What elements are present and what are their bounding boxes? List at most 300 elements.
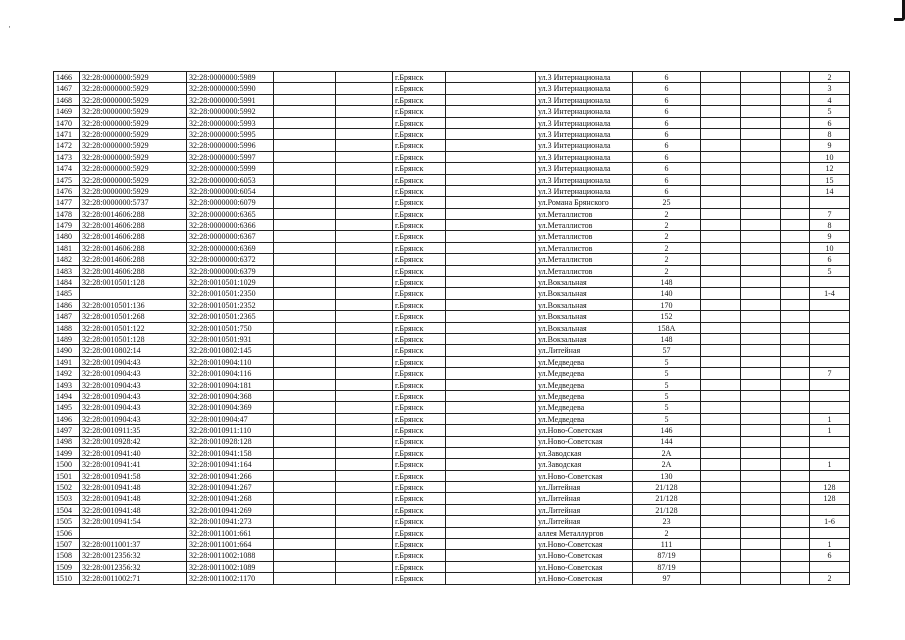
cell-col-12 (781, 379, 810, 390)
cell-col-11 (741, 470, 781, 481)
cell-street: ул.3 Интернационала (536, 106, 633, 117)
table-row (54, 493, 850, 504)
cell-house-number: 2 (633, 265, 701, 276)
cell-object-cadastral-number: 32:28:0010904:368 (187, 390, 274, 401)
cell-col-11 (741, 527, 781, 538)
cell-col-10 (701, 573, 741, 584)
cell-parcel-cadastral-number: 32:28:0014606:288 (80, 254, 187, 265)
cell-apartment-number: 7 (810, 368, 850, 379)
cell-col-4 (274, 83, 336, 94)
cell-col-5 (336, 561, 393, 572)
cell-object-cadastral-number: 32:28:0010928:128 (187, 436, 274, 447)
cell-street: ул.Ново-Советская (536, 550, 633, 561)
cell-house-number: 6 (633, 83, 701, 94)
cell-col-5 (336, 140, 393, 151)
cell-col-12 (781, 356, 810, 367)
cell-col-5 (336, 277, 393, 288)
table-row (54, 402, 850, 413)
cell-street: ул.Ново-Советская (536, 425, 633, 436)
cell-house-number: 21/128 (633, 482, 701, 493)
cell-col-5 (336, 390, 393, 401)
cell-row-number: 1467 (54, 83, 80, 94)
table-row (54, 368, 850, 379)
cell-col-10 (701, 288, 741, 299)
cell-col-10 (701, 220, 741, 231)
cell-col-5 (336, 356, 393, 367)
table-row (54, 436, 850, 447)
table-row (54, 83, 850, 94)
table-row (54, 163, 850, 174)
cell-col-7 (446, 447, 536, 458)
cell-house-number: 57 (633, 345, 701, 356)
cell-street: ул.Литейная (536, 504, 633, 515)
cell-object-cadastral-number: 32:28:0010501:2350 (187, 288, 274, 299)
cell-street: ул.Вокзальная (536, 322, 633, 333)
table-row (54, 356, 850, 367)
cell-object-cadastral-number: 32:28:0010941:267 (187, 482, 274, 493)
cell-row-number: 1470 (54, 117, 80, 128)
cell-col-7 (446, 242, 536, 253)
cell-col-7 (446, 197, 536, 208)
cell-col-4 (274, 299, 336, 310)
cell-row-number: 1502 (54, 482, 80, 493)
cell-col-11 (741, 390, 781, 401)
cell-col-10 (701, 493, 741, 504)
cell-object-cadastral-number: 32:28:0000000:5990 (187, 83, 274, 94)
cell-col-12 (781, 527, 810, 538)
cell-apartment-number (810, 333, 850, 344)
cell-house-number: 148 (633, 277, 701, 288)
cell-col-10 (701, 151, 741, 162)
cell-col-11 (741, 459, 781, 470)
cell-col-7 (446, 345, 536, 356)
cell-object-cadastral-number: 32:28:0010904:110 (187, 356, 274, 367)
cell-city: г.Брянск (393, 140, 446, 151)
cell-col-12 (781, 345, 810, 356)
cell-col-10 (701, 140, 741, 151)
cell-col-12 (781, 482, 810, 493)
scan-dot-mark: · (8, 22, 11, 32)
cell-col-11 (741, 185, 781, 196)
cell-col-10 (701, 174, 741, 185)
cell-col-4 (274, 185, 336, 196)
cell-col-5 (336, 493, 393, 504)
cell-col-10 (701, 72, 741, 83)
cell-col-10 (701, 379, 741, 390)
cell-city: г.Брянск (393, 72, 446, 83)
cell-col-11 (741, 504, 781, 515)
cell-col-12 (781, 447, 810, 458)
cell-col-5 (336, 242, 393, 253)
cell-object-cadastral-number: 32:28:0010802:145 (187, 345, 274, 356)
cell-row-number: 1499 (54, 447, 80, 458)
cell-col-10 (701, 390, 741, 401)
table-row (54, 425, 850, 436)
cell-col-5 (336, 470, 393, 481)
cell-city: г.Брянск (393, 277, 446, 288)
cell-col-10 (701, 208, 741, 219)
cell-parcel-cadastral-number: 32:28:0000000:5929 (80, 106, 187, 117)
cell-parcel-cadastral-number: 32:28:0010904:43 (80, 390, 187, 401)
cell-row-number: 1478 (54, 208, 80, 219)
cell-col-4 (274, 413, 336, 424)
cell-col-5 (336, 128, 393, 139)
cell-house-number: 2А (633, 447, 701, 458)
cell-street: ул.3 Интернационала (536, 72, 633, 83)
cell-col-11 (741, 106, 781, 117)
cell-object-cadastral-number: 32:28:0000000:6053 (187, 174, 274, 185)
cell-apartment-number (810, 277, 850, 288)
cell-col-11 (741, 550, 781, 561)
cell-parcel-cadastral-number: 32:28:0014606:288 (80, 265, 187, 276)
cell-apartment-number (810, 504, 850, 515)
cell-col-11 (741, 516, 781, 527)
table-row (54, 447, 850, 458)
cell-col-4 (274, 516, 336, 527)
cell-parcel-cadastral-number: 32:28:0010904:43 (80, 379, 187, 390)
cell-parcel-cadastral-number: 32:28:0014606:288 (80, 231, 187, 242)
cell-col-7 (446, 185, 536, 196)
cell-house-number: 144 (633, 436, 701, 447)
cell-street: ул.Ново-Советская (536, 470, 633, 481)
cell-col-7 (446, 573, 536, 584)
cell-parcel-cadastral-number: 32:28:0010501:268 (80, 311, 187, 322)
cell-col-7 (446, 128, 536, 139)
cell-col-5 (336, 527, 393, 538)
cell-col-10 (701, 231, 741, 242)
cell-row-number: 1485 (54, 288, 80, 299)
cell-house-number: 87/19 (633, 561, 701, 572)
cell-parcel-cadastral-number: 32:28:0010501:136 (80, 299, 187, 310)
cell-street: ул.Ново-Советская (536, 561, 633, 572)
cell-city: г.Брянск (393, 379, 446, 390)
cell-col-4 (274, 231, 336, 242)
cell-row-number: 1508 (54, 550, 80, 561)
cell-row-number: 1493 (54, 379, 80, 390)
cell-parcel-cadastral-number: 32:28:0000000:5929 (80, 185, 187, 196)
cell-apartment-number: 1-6 (810, 516, 850, 527)
cell-city: г.Брянск (393, 425, 446, 436)
cell-city: г.Брянск (393, 151, 446, 162)
cell-col-5 (336, 185, 393, 196)
cell-city: г.Брянск (393, 128, 446, 139)
cell-col-7 (446, 277, 536, 288)
cell-street: ул.Ново-Советская (536, 539, 633, 550)
table-row (54, 333, 850, 344)
cell-house-number: 6 (633, 140, 701, 151)
table-row (54, 539, 850, 550)
cell-row-number: 1489 (54, 333, 80, 344)
cell-col-4 (274, 561, 336, 572)
cell-row-number: 1496 (54, 413, 80, 424)
cell-apartment-number: 15 (810, 174, 850, 185)
cell-street: ул.Литейная (536, 493, 633, 504)
cell-col-10 (701, 185, 741, 196)
cell-col-10 (701, 402, 741, 413)
table-row (54, 573, 850, 584)
cell-col-12 (781, 140, 810, 151)
cell-object-cadastral-number: 32:28:0000000:6365 (187, 208, 274, 219)
table-row (54, 322, 850, 333)
cell-street: ул.Литейная (536, 516, 633, 527)
cell-street: ул.Медведева (536, 390, 633, 401)
cell-col-12 (781, 311, 810, 322)
cell-row-number: 1466 (54, 72, 80, 83)
cell-apartment-number: 2 (810, 573, 850, 584)
cell-apartment-number: 9 (810, 231, 850, 242)
cell-row-number: 1491 (54, 356, 80, 367)
cell-parcel-cadastral-number: 32:28:0012356:32 (80, 561, 187, 572)
cell-street: ул.Ново-Советская (536, 573, 633, 584)
cell-street: ул.Романа Брянского (536, 197, 633, 208)
cell-col-5 (336, 482, 393, 493)
cell-apartment-number: 6 (810, 550, 850, 561)
cell-apartment-number: 128 (810, 493, 850, 504)
cell-col-11 (741, 208, 781, 219)
cell-col-12 (781, 425, 810, 436)
cell-house-number: 111 (633, 539, 701, 550)
cell-row-number: 1492 (54, 368, 80, 379)
cell-street: ул.Заводская (536, 459, 633, 470)
cell-col-4 (274, 288, 336, 299)
cell-col-11 (741, 368, 781, 379)
cell-parcel-cadastral-number: 32:28:0010802:14 (80, 345, 187, 356)
cell-parcel-cadastral-number: 32:28:0014606:288 (80, 220, 187, 231)
cell-col-12 (781, 561, 810, 572)
cell-house-number: 2 (633, 242, 701, 253)
cell-parcel-cadastral-number: 32:28:0010904:43 (80, 368, 187, 379)
cell-apartment-number: 14 (810, 185, 850, 196)
cell-parcel-cadastral-number: 32:28:0014606:288 (80, 242, 187, 253)
cell-row-number: 1479 (54, 220, 80, 231)
cell-col-4 (274, 242, 336, 253)
cell-object-cadastral-number: 32:28:0000000:6054 (187, 185, 274, 196)
cell-parcel-cadastral-number: 32:28:0010941:48 (80, 504, 187, 515)
cell-house-number: 152 (633, 311, 701, 322)
cell-col-5 (336, 197, 393, 208)
cell-row-number: 1488 (54, 322, 80, 333)
cell-house-number: 6 (633, 106, 701, 117)
table-row (54, 561, 850, 572)
cell-col-5 (336, 72, 393, 83)
cell-col-7 (446, 539, 536, 550)
cell-col-4 (274, 390, 336, 401)
table-row (54, 117, 850, 128)
cell-row-number: 1471 (54, 128, 80, 139)
cell-house-number: 2А (633, 459, 701, 470)
cell-col-10 (701, 561, 741, 572)
cell-object-cadastral-number: 32:28:0000000:5999 (187, 163, 274, 174)
cell-col-7 (446, 151, 536, 162)
cell-city: г.Брянск (393, 573, 446, 584)
cell-col-7 (446, 459, 536, 470)
cell-street: ул.Вокзальная (536, 277, 633, 288)
cell-street: ул.Вокзальная (536, 311, 633, 322)
cell-col-12 (781, 573, 810, 584)
cell-parcel-cadastral-number: 32:28:0000000:5737 (80, 197, 187, 208)
cell-object-cadastral-number: 32:28:0000000:6366 (187, 220, 274, 231)
cell-parcel-cadastral-number: 32:28:0010501:122 (80, 322, 187, 333)
cell-street: ул.Вокзальная (536, 333, 633, 344)
table-row (54, 265, 850, 276)
cell-col-7 (446, 72, 536, 83)
cell-col-10 (701, 197, 741, 208)
cell-city: г.Брянск (393, 390, 446, 401)
cell-col-12 (781, 254, 810, 265)
cell-col-12 (781, 94, 810, 105)
cell-parcel-cadastral-number: 32:28:0010941:54 (80, 516, 187, 527)
cell-col-10 (701, 516, 741, 527)
cell-object-cadastral-number: 32:28:0010501:750 (187, 322, 274, 333)
cell-col-11 (741, 345, 781, 356)
cell-col-10 (701, 311, 741, 322)
cell-house-number: 6 (633, 151, 701, 162)
cell-object-cadastral-number: 32:28:0011002:1089 (187, 561, 274, 572)
cell-street: ул.3 Интернационала (536, 140, 633, 151)
cell-col-12 (781, 390, 810, 401)
cell-col-5 (336, 163, 393, 174)
cell-street: ул.Металлистов (536, 242, 633, 253)
cell-city: г.Брянск (393, 231, 446, 242)
cell-parcel-cadastral-number: 32:28:0000000:5929 (80, 163, 187, 174)
table-row (54, 413, 850, 424)
cell-col-4 (274, 368, 336, 379)
cell-apartment-number (810, 356, 850, 367)
table-row (54, 185, 850, 196)
cell-parcel-cadastral-number: 32:28:0010911:35 (80, 425, 187, 436)
cell-city: г.Брянск (393, 94, 446, 105)
cell-col-10 (701, 345, 741, 356)
cell-col-5 (336, 311, 393, 322)
cell-street: ул.3 Интернационала (536, 185, 633, 196)
cell-col-4 (274, 163, 336, 174)
cell-col-11 (741, 356, 781, 367)
cell-parcel-cadastral-number: 32:28:0012356:32 (80, 550, 187, 561)
cell-col-4 (274, 573, 336, 584)
cell-col-7 (446, 94, 536, 105)
cell-col-7 (446, 254, 536, 265)
cell-city: г.Брянск (393, 254, 446, 265)
cell-row-number: 1477 (54, 197, 80, 208)
cell-col-4 (274, 174, 336, 185)
cell-col-10 (701, 413, 741, 424)
cell-city: г.Брянск (393, 242, 446, 253)
cell-house-number: 97 (633, 573, 701, 584)
cell-col-10 (701, 163, 741, 174)
cell-city: г.Брянск (393, 185, 446, 196)
cell-street: ул.Литейная (536, 345, 633, 356)
cell-col-11 (741, 413, 781, 424)
cell-city: г.Брянск (393, 311, 446, 322)
cell-col-10 (701, 539, 741, 550)
cell-col-5 (336, 288, 393, 299)
cell-col-10 (701, 470, 741, 481)
cell-col-7 (446, 220, 536, 231)
cell-col-10 (701, 333, 741, 344)
cell-apartment-number: 1 (810, 425, 850, 436)
cell-house-number: 6 (633, 94, 701, 105)
cell-col-7 (446, 550, 536, 561)
cell-col-11 (741, 163, 781, 174)
cell-col-11 (741, 311, 781, 322)
cell-col-7 (446, 379, 536, 390)
cell-apartment-number: 128 (810, 482, 850, 493)
cell-row-number: 1472 (54, 140, 80, 151)
cell-col-7 (446, 516, 536, 527)
cell-col-11 (741, 277, 781, 288)
cell-col-4 (274, 117, 336, 128)
cell-col-7 (446, 117, 536, 128)
cell-parcel-cadastral-number: 32:28:0000000:5929 (80, 151, 187, 162)
cell-col-5 (336, 402, 393, 413)
cell-col-4 (274, 504, 336, 515)
cell-col-4 (274, 527, 336, 538)
cell-col-7 (446, 174, 536, 185)
cell-parcel-cadastral-number (80, 527, 187, 538)
cell-col-12 (781, 516, 810, 527)
table-row (54, 140, 850, 151)
cell-object-cadastral-number: 32:28:0010941:158 (187, 447, 274, 458)
cell-col-4 (274, 356, 336, 367)
cell-col-7 (446, 425, 536, 436)
table-row (54, 390, 850, 401)
cell-city: г.Брянск (393, 459, 446, 470)
cell-city: г.Брянск (393, 539, 446, 550)
cell-col-7 (446, 83, 536, 94)
cell-apartment-number: 4 (810, 94, 850, 105)
table-row (54, 345, 850, 356)
cell-col-12 (781, 470, 810, 481)
cell-house-number: 25 (633, 197, 701, 208)
cell-col-4 (274, 265, 336, 276)
cell-col-12 (781, 288, 810, 299)
cell-house-number: 130 (633, 470, 701, 481)
cell-parcel-cadastral-number: 32:28:0010941:40 (80, 447, 187, 458)
cell-city: г.Брянск (393, 197, 446, 208)
cell-object-cadastral-number: 32:28:0000000:5991 (187, 94, 274, 105)
cell-col-10 (701, 322, 741, 333)
cell-col-5 (336, 322, 393, 333)
cell-row-number: 1495 (54, 402, 80, 413)
cell-col-12 (781, 106, 810, 117)
cell-street: ул.Металлистов (536, 265, 633, 276)
cell-city: г.Брянск (393, 220, 446, 231)
cell-street: ул.Металлистов (536, 208, 633, 219)
cell-col-10 (701, 504, 741, 515)
cell-street: ул.Медведева (536, 379, 633, 390)
table-row (54, 379, 850, 390)
cell-col-4 (274, 539, 336, 550)
cell-parcel-cadastral-number: 32:28:0010501:128 (80, 277, 187, 288)
cell-city: г.Брянск (393, 106, 446, 117)
cell-col-4 (274, 94, 336, 105)
cell-house-number: 2 (633, 220, 701, 231)
cell-apartment-number (810, 390, 850, 401)
cell-street: ул.Заводская (536, 447, 633, 458)
cell-city: г.Брянск (393, 356, 446, 367)
cell-col-10 (701, 425, 741, 436)
cell-row-number: 1498 (54, 436, 80, 447)
cell-col-10 (701, 94, 741, 105)
cell-house-number: 170 (633, 299, 701, 310)
cell-street: ул.Металлистов (536, 231, 633, 242)
cell-apartment-number (810, 470, 850, 481)
cell-parcel-cadastral-number: 32:28:0011002:71 (80, 573, 187, 584)
cell-row-number: 1468 (54, 94, 80, 105)
cell-street: ул.3 Интернационала (536, 174, 633, 185)
cell-col-5 (336, 117, 393, 128)
cell-col-4 (274, 402, 336, 413)
